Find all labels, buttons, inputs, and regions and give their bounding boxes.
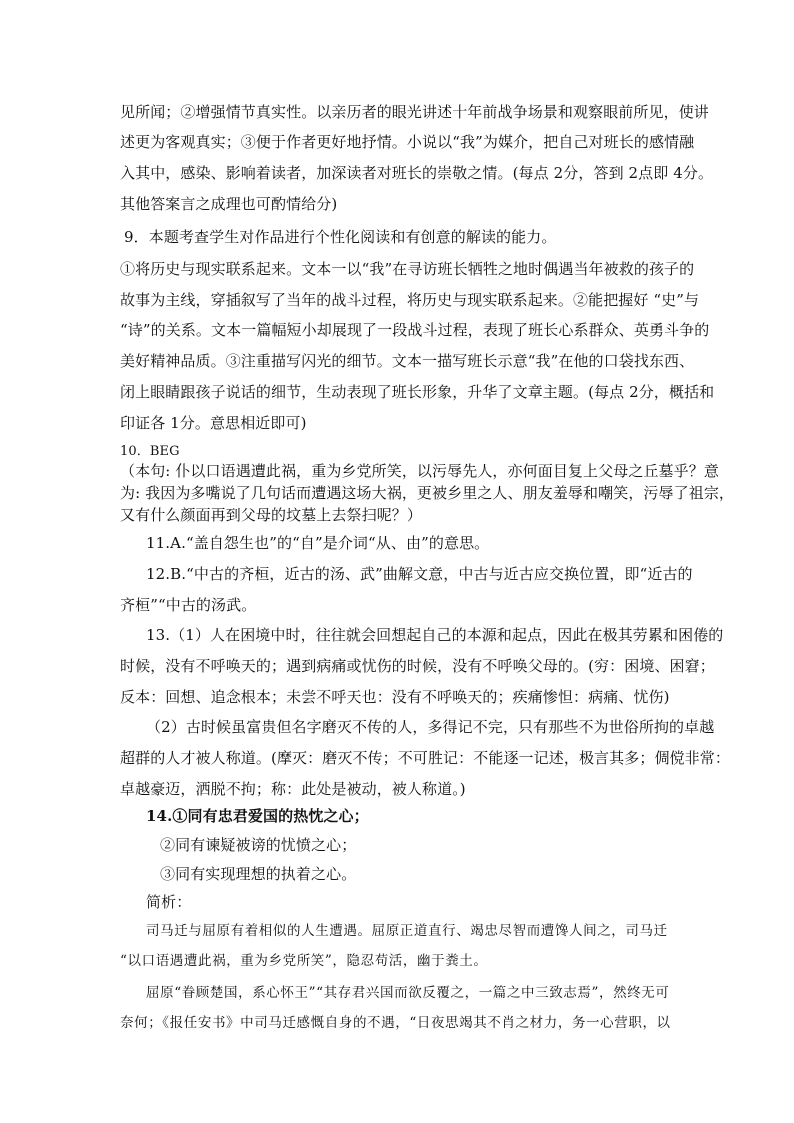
text-line: 反本：回想、追念根本；未尝不呼天也：没有不呼唤天的；疾痛惨怛：病痛、忧伤)	[120, 688, 670, 706]
text-line: 述更为客观真实；③便于作者更好地抒情。小说以“我”为媒介，把自己对班长的感情融	[120, 133, 695, 151]
text-line: 印证各 1分。意思相近即可)	[120, 414, 307, 432]
text-line: 奈何；《报任安书》中司马迁感慨自身的不遇，“日夜思竭其不肖之材力，务一心营职，以	[120, 1015, 671, 1031]
text-line: （本句: 仆以口语遇遭此祸，重为乡党所笑，以污辱先人，亦何面目复上父母之丘墓乎？意	[120, 462, 719, 480]
text-line: ②同有谏疑被谤的忧愤之心；	[160, 836, 357, 854]
text-line: 闭上眼睛跟孩子说话的细节，生动表现了班长形象，升华了文章主题。(每点 2分，概括和	[120, 383, 715, 401]
text-line: ①将历史与现实联系起来。文本一以“我”在寻访班长牺牲之地时偶遇当年被救的孩子的	[120, 260, 695, 278]
question-9-heading: 9．本题考查学生对作品进行个性化阅读和有创意的解读的能力。	[124, 228, 557, 246]
text-line: 为: 我因为多嘴说了几句话而遭遇这场大祸，更被乡里之人、朋友羞辱和嘲笑，污辱了祖宗，	[120, 484, 735, 502]
text-line: 其他答案言之成理也可酌情给分)	[120, 195, 338, 213]
text-line: “以口语遇遭此祸，重为乡党所笑”，隐忍苟活，幽于粪土。	[120, 953, 488, 969]
text-line: ③同有实现理想的执着之心。	[160, 865, 357, 883]
text-line: 故事为主线，穿插叙写了当年的战斗过程，将历史与现实联系起来。②能把握好 “史”与	[120, 291, 700, 309]
question-11-answer: 11.A.“盖自怨生也”的“自”是介词“从、由”的意思。	[146, 534, 490, 552]
text-line: （2）古时候虽富贵但名字磨灭不传的人，多得记不完，只有那些不为世俗所拘的卓越	[146, 718, 715, 736]
text-line: “诗”的关系。文本一篇幅短小却展现了一段战斗过程，表现了班长心系群众、英勇斗争的	[120, 321, 710, 339]
text-line: 入其中，感染、影响着读者，加深读者对班长的崇敬之情。(每点 2分，答到 2点即 4分。	[120, 164, 714, 182]
text-line: 司马迁与屈原有着相似的人生遭遇。屈原正道直行、竭忠尽智而遭馋人间之，司马迁	[146, 923, 668, 939]
question-10-answer: 10．BEG	[120, 444, 180, 459]
question-12-answer: 12.B.“中古的齐桓，近古的汤、武”曲解文意，中古与近古应交换位置，即“近古的	[146, 565, 693, 583]
text-line: 见所闻；②增强情节真实性。以亲历者的眼光讲述十年前战争场景和观察眼前所见，使讲	[120, 103, 709, 121]
question-14-answer: 14.①同有忠君爱国的热忱之心；	[146, 807, 369, 825]
text-line: 屈原“眷顾楚国，系心怀王”“其存君兴国而欲反覆之，一篇之中三致志焉”，然终无可	[146, 985, 670, 1001]
text-line: 卓越豪迈，洒脱不拘；称：此处是被动，被人称道。)	[120, 780, 466, 798]
text-line: 又有什么颜面再到父母的坟墓上去祭扫呢？）	[120, 506, 423, 524]
analysis-heading: 简析：	[146, 893, 192, 911]
text-line: 时候，没有不呼唤天的；遇到病痛或忧伤的时候，没有不呼唤父母的。(穷：困境、困窘；	[120, 657, 715, 675]
text-line: 美好精神品质。③注重描写闪光的细节。文本一描写班长示意“我”在他的口袋找东西、	[120, 352, 695, 370]
question-13-answer: 13.（1）人在困境中时，往往就会回想起自己的本源和起点，因此在极其劳累和困倦的	[146, 626, 724, 644]
text-line: 超群的人才被人称道。(摩灭：磨灭不传；不可胜记：不能逐一记述，极言其多；倜傥非常：	[120, 749, 730, 767]
text-line: 齐桓”“中古的汤武。	[120, 596, 257, 614]
